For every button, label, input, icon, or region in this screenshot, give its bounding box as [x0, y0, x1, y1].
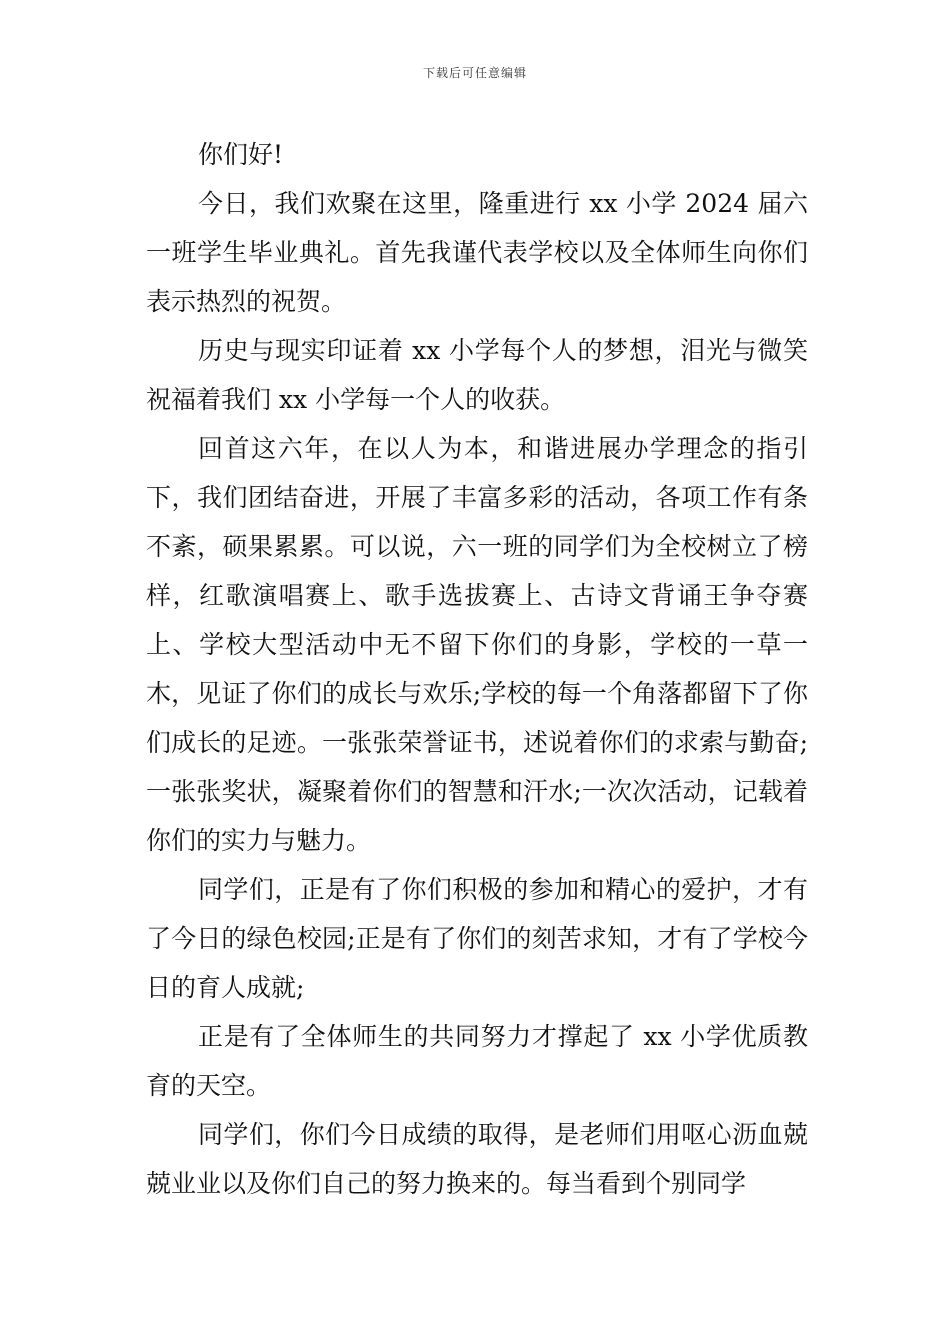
paragraph-greeting: 你们好!: [198, 140, 284, 169]
paragraph: 今日，我们欢聚在这里，隆重进行 xx 小学 2024 届六一班学生毕业典礼。首先我谨代表学校以及全体师生向你们表示热烈的祝贺。: [146, 189, 808, 316]
paragraph: 正是有了全体师生的共同努力才撑起了 xx 小学优质教育的天空。: [146, 1022, 808, 1100]
paragraph: 回首这六年，在以人为本，和谐进展办学理念的指引下，我们团结奋进，开展了丰富多彩的活动，各项工作有条不紊，硕果累累。可以说，六一班的同学们为全校树立了榜样，红歌演唱赛上、歌手选拔赛上、古诗文背诵王争夺赛上、学校大型活动中无不留下你们的身影，学校的一草一木，见证了你们的成长与欢乐;学校的每一个角落都留下了你们成长的足迹。一张张荣誉证书，述说着你们的求索与勤奋;一张张奖状，凝聚着你们的智慧和汗水;一次次活动，记载着你们的实力与魅力。: [146, 434, 808, 855]
paragraph: 同学们，你们今日成绩的取得，是老师们用呕心沥血兢兢业业以及你们自己的努力换来的。每当看到个别同学: [146, 1120, 808, 1198]
document-body: [146, 130, 808, 1208]
paragraph: 历史与现实印证着 xx 小学每个人的梦想，泪光与微笑祝福着我们 xx 小学每一个人的收获。: [146, 336, 808, 414]
header-note: 下载后可任意编辑: [422, 66, 527, 80]
paragraph: 同学们，正是有了你们积极的参加和精心的爱护，才有了今日的绿色校园;正是有了你们的刻苦求知，才有了学校今日的育人成就;: [146, 875, 808, 1002]
